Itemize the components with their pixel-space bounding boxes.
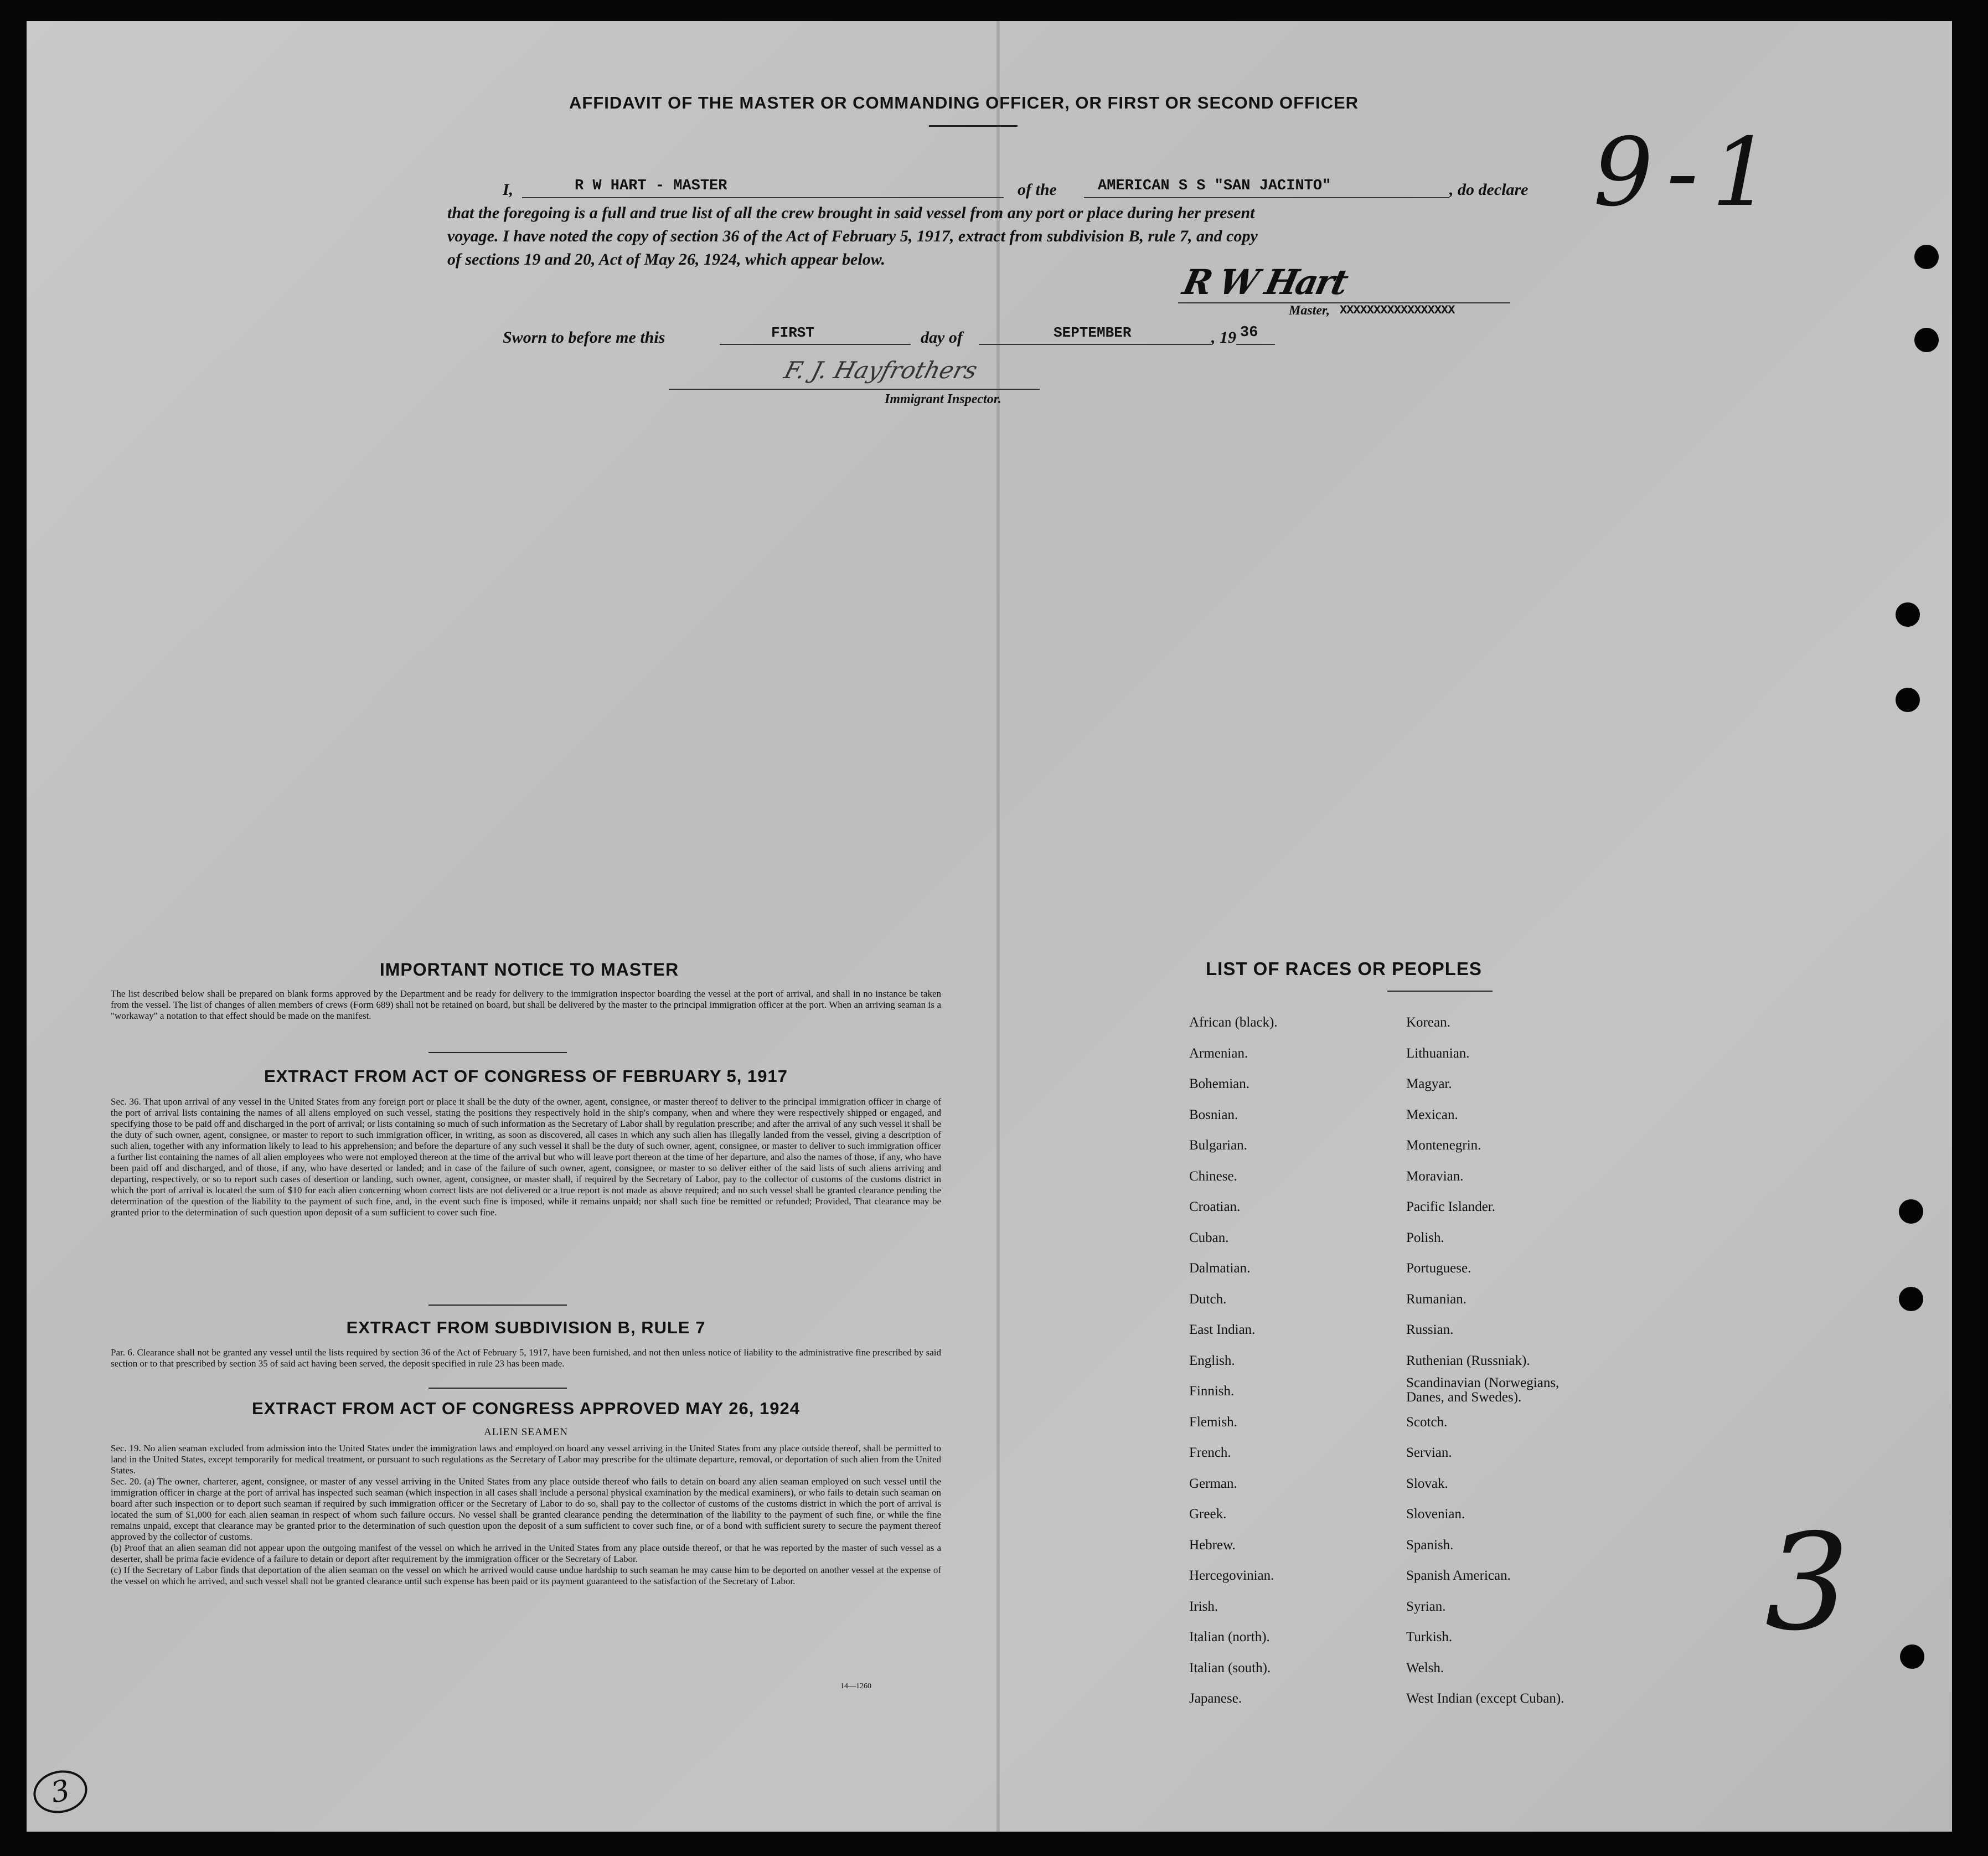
races-right-column — [1406, 1007, 1594, 1714]
sec-20c-text: (c) If the Secretary of Labor finds that deportation of the alien seaman on the vessel on which he arrived would cause undue hardship to such seaman he may cause him to be deported on another vessel at the expense of the vessel on which he arrived, and such vessel shall not be granted clearance until such expense has been paid or its payment guaranteed to the satisfaction of the Secretary of Labor. — [111, 1565, 941, 1586]
subdivision-b-rule — [428, 1388, 567, 1389]
punch-hole — [1899, 1287, 1923, 1311]
races-title: LIST OF RACES OR PEOPLES — [1206, 958, 1482, 979]
race-item: German. — [1189, 1476, 1237, 1491]
race-item: Scotch. — [1406, 1414, 1448, 1430]
sec-19-text: Sec. 19. No alien seaman excluded from admission into the United States under the immigration laws and employed on board any vessel arriving in the United States from any place outside thereof, shall be permitted to land in the United States, except temporarily for medical treatment, or pursuant to such regulations as the Secretary of Labor may prescribe for the ultimate departure, removal, or deportation of such alien from the United States. — [111, 1443, 941, 1476]
race-item: Lithuanian. — [1406, 1045, 1470, 1061]
month-value: SEPTEMBER — [1054, 324, 1132, 341]
extract-1924-body — [111, 1443, 941, 1587]
punch-hole — [1914, 328, 1939, 352]
race-item: Armenian. — [1189, 1045, 1248, 1061]
race-item: Portuguese. — [1406, 1261, 1471, 1276]
race-item: Spanish. — [1406, 1537, 1454, 1553]
race-item: Dalmatian. — [1189, 1261, 1251, 1276]
inspector-label: Immigrant Inspector. — [885, 392, 1001, 406]
master-strikeout: XXXXXXXXXXXXXXXXX — [1340, 303, 1455, 317]
race-item: Moravian. — [1406, 1168, 1464, 1184]
race-item: Croatian. — [1189, 1199, 1241, 1214]
race-item: Chinese. — [1189, 1168, 1237, 1184]
alien-seamen-subtitle: ALIEN SEAMEN — [484, 1426, 568, 1438]
month-line — [979, 344, 1211, 345]
race-item: Ruthenian (Russniak). — [1406, 1353, 1530, 1368]
races-rule — [1387, 991, 1493, 992]
race-item: Syrian. — [1406, 1599, 1446, 1614]
race-item: Bosnian. — [1189, 1107, 1238, 1122]
extract-1917-title: EXTRACT FROM ACT OF CONGRESS OF FEBRUARY 5, 1917 — [264, 1066, 788, 1086]
master-label: Master, — [1289, 303, 1330, 318]
page-fold — [996, 21, 1000, 1832]
subdivision-b-body: Par. 6. Clearance shall not be granted any vessel until the lists required by section 36 of the Act of February 5, 1917, have been furnished, and not then unless notice of liability to the administrative fine prescribed by said section or to that prescribed by section 35 of said act having been served, the deposit specified in rule 23 has been made. — [111, 1347, 941, 1369]
affidavit-line-4: of sections 19 and 20, Act of May 26, 1924, which appear below. — [447, 250, 886, 269]
extract-1917-body: Sec. 36. That upon arrival of any vessel in the United States from any foreign port or place it shall be the duty of the owner, agent, consignee, or master thereof to deliver to the principal immigration officer in charge of the port of arrival lists containing the names of all aliens employed on such vessel, stating the positions they respectively hold in the ship's company, when and where they were respectively shipped or engaged, and specifying those to be paid off and discharged in the port of arrival; or lists containing so much of such information as the Secretary of Labor shall by regulation prescribe; and after the arrival of any such vessel it shall be the duty of such owner, agent, consignee, or master to report to such immigration officer, in writing, as soon as discovered, all cases in which any such alien has illegally landed from the vessel, giving a description of such alien, together with any information likely to lead to his apprehension; and before the departure of any such vessel it shall be the duty of such owner, agent, consignee, or master to deliver to such immigration officer a further list containing the names of all alien employees who were not employed thereon at the time of the arrival but who will leave port thereon at the time of her departure, and also the names of those, if any, who have been paid off and discharged, and of those, if any, who have deserted or landed; and in case of the failure of such owner, agent, consignee, or master to so deliver either of the said lists of such aliens arriving and departing, respectively, or so to report such cases of desertion or landing, such owner, agent, consignee, or master shall, if required by the Secretary of Labor, pay to the collector of customs of the customs district in which the port of arrival is located the sum of $10 for each alien concerning whom correct lists are not delivered or a true report is not made as above required; and no such vessel shall be granted clearance pending the determination of the question of the liability to the payment of such fine, and, in the event such fine is imposed, while it remains unpaid; nor shall such fine be remitted or refunded; Provided, That clearance may be granted prior to the determination of such question upon deposit of a sum sufficient to cover such fine. — [111, 1096, 941, 1218]
race-item: Italian (south). — [1189, 1660, 1271, 1675]
punch-hole — [1899, 1199, 1923, 1224]
race-item: Slovak. — [1406, 1476, 1448, 1491]
race-item: Russian. — [1406, 1322, 1454, 1337]
year-prefix: , 19 — [1211, 328, 1236, 347]
race-item: Irish. — [1189, 1599, 1218, 1614]
race-item: Cuban. — [1189, 1230, 1229, 1245]
handwritten-number-3: 3 — [1765, 1505, 1850, 1660]
race-item: Slovenian. — [1406, 1507, 1465, 1522]
title-rule — [929, 125, 1018, 127]
inspector-line — [669, 389, 1040, 390]
of-the-label: of the — [1018, 181, 1057, 199]
race-item: Japanese. — [1189, 1691, 1242, 1706]
race-item: Montenegrin. — [1406, 1138, 1481, 1153]
punch-hole — [1896, 602, 1920, 627]
sworn-label: Sworn to before me this — [503, 328, 665, 347]
punch-hole — [1896, 688, 1920, 712]
race-item: Rumanian. — [1406, 1291, 1467, 1307]
race-item: East Indian. — [1189, 1322, 1256, 1337]
master-name-value: R W HART - MASTER — [575, 178, 727, 194]
extract-1917-rule — [428, 1305, 567, 1306]
race-item: Spanish American. — [1406, 1568, 1511, 1583]
race-item: Flemish. — [1189, 1414, 1237, 1430]
race-item: Finnish. — [1189, 1384, 1235, 1399]
master-signature: R W Hart — [1179, 262, 1350, 302]
affidavit-line-3: voyage. I have noted the copy of section 36 of the Act of February 5, 1917, extract from subdivision B, rule 7, and copy — [447, 227, 1258, 245]
extract-1924-title: EXTRACT FROM ACT OF CONGRESS APPROVED MAY 26, 1924 — [252, 1399, 800, 1418]
race-item: Polish. — [1406, 1230, 1444, 1245]
race-item: African (black). — [1189, 1015, 1278, 1030]
race-item: Hercegovinian. — [1189, 1568, 1274, 1583]
race-item: Bohemian. — [1189, 1076, 1250, 1091]
day-of-label: day of — [921, 328, 963, 347]
race-item: Mexican. — [1406, 1107, 1458, 1122]
corner-mark-text: 3 — [48, 1773, 73, 1810]
punch-hole — [1914, 245, 1939, 269]
race-item: Pacific Islander. — [1406, 1199, 1496, 1214]
race-item: French. — [1189, 1445, 1231, 1460]
notice-title: IMPORTANT NOTICE TO MASTER — [379, 960, 679, 979]
day-value: FIRST — [771, 324, 815, 341]
document-sheet — [27, 21, 1952, 1832]
race-item: English. — [1189, 1353, 1235, 1368]
year-line — [1236, 344, 1275, 345]
inspector-signature: F. J. Hayfrothers — [781, 357, 980, 384]
race-item: Dutch. — [1189, 1291, 1227, 1307]
race-item: Servian. — [1406, 1445, 1452, 1460]
sec-20b-text: (b) Proof that an alien seaman did not appear upon the outgoing manifest of the vessel on which he arrived in the United States from any place outside thereof, or that he was reported by the master of such vessel as a deserter, shall be prima facie evidence of a failure to detain or deport after requirement by the immigration officer or the Secretary of Labor. — [111, 1543, 941, 1564]
race-item: West Indian (except Cuban). — [1406, 1691, 1564, 1706]
race-item: Hebrew. — [1189, 1537, 1236, 1553]
vessel-line — [1084, 197, 1449, 198]
notice-body: The list described below shall be prepared on blank forms approved by the Department and be ready for delivery to the immigration inspector boarding the vessel at the port of arrival, and shall in no instance be taken from the vessel. The list of changes of alien members of crews (Form 689) shall not be retained on board, but shall be delivered by the master to the principal immigration officer at the port. When an arriving seaman is a "workaway" a notation to that effect should be made on the manifest. — [111, 988, 941, 1021]
race-item: Korean. — [1406, 1015, 1450, 1030]
do-declare-label: , do declare — [1449, 181, 1529, 199]
race-item: Bulgarian. — [1189, 1138, 1247, 1153]
day-line — [720, 344, 911, 345]
master-name-line — [522, 197, 1004, 198]
race-item: Welsh. — [1406, 1660, 1444, 1675]
subdivision-b-title: EXTRACT FROM SUBDIVISION B, RULE 7 — [346, 1318, 706, 1337]
page-mark-9-1: 9-1 — [1593, 118, 1785, 228]
affidavit-title: AFFIDAVIT OF THE MASTER OR COMMANDING OFFICER, OR FIRST OR SECOND OFFICER — [569, 93, 1359, 112]
race-item: Magyar. — [1406, 1076, 1452, 1091]
race-item: Greek. — [1189, 1507, 1227, 1522]
races-left-column — [1189, 1007, 1278, 1714]
punch-hole — [1900, 1644, 1924, 1669]
form-number: 14—1260 — [840, 1682, 871, 1690]
race-item: Scandinavian (Norwegians, Danes, and Swedes). — [1406, 1375, 1560, 1405]
race-item: Turkish. — [1406, 1630, 1453, 1644]
vessel-value: AMERICAN S S "SAN JACINTO" — [1098, 178, 1331, 194]
i-label: I, — [503, 181, 514, 199]
year-value: 36 — [1240, 324, 1258, 341]
notice-rule — [428, 1052, 567, 1053]
race-item: Italian (north). — [1189, 1630, 1270, 1644]
corner-circled-number — [29, 1766, 91, 1818]
sec-20a-text: Sec. 20. (a) The owner, charterer, agent, consignee, or master of any vessel arriving in the United States from any place outside thereof who fails to detain on board any alien seaman employed on such vessel until the immigration officer in charge at the port of arrival has inspected such seaman (which inspection in all cases shall include a personal physical examination by the medical examiners), or who fails to detain such seaman on board after such inspection or to deport such seaman if required by such immigration officer or the Secretary of Labor to do so, shall pay to the collector of customs of the customs district in which the port of arrival is located the sum of $1,000 for each alien seaman in respect of whom such failure occurs. No vessel shall be granted clearance pending the determination of the liability to the payment of such fine, or while the fine remains unpaid, except that clearance may be granted prior to the determination of such question upon the deposit of a sum sufficient to cover such fine, or of a bond with sufficient surety to secure the payment thereof approved by the collector of customs. — [111, 1476, 941, 1542]
affidavit-line-2: that the foregoing is a full and true list of all the crew brought in said vessel from any port or place during her present — [447, 204, 1255, 222]
